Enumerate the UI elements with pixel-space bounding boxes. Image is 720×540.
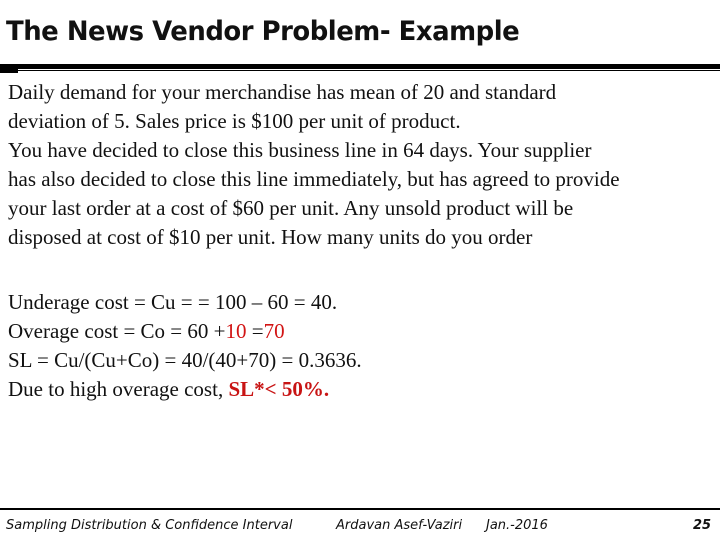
- title-divider-thin: [0, 70, 720, 71]
- title-divider: [0, 64, 720, 69]
- overage-prefix: Overage cost = Co = 60 +: [8, 319, 226, 343]
- conclusion-emphasis: SL*< 50%.: [228, 377, 330, 401]
- title-divider-tick: [0, 69, 18, 73]
- page-number: 25: [693, 518, 712, 533]
- conclusion-line: [8, 375, 714, 404]
- problem-line: Daily demand for your merchandise has mean of 20 and standard: [8, 80, 557, 104]
- footer-divider: [0, 508, 720, 510]
- underage-cost-line: Underage cost = Cu = = 100 – 60 = 40.: [8, 290, 338, 314]
- problem-line: disposed at cost of $10 per unit. How many units do you order: [8, 225, 533, 249]
- overage-disposal-value: 10: [225, 319, 247, 343]
- footer-course: Sampling Distribution & Confidence Interval: [6, 518, 293, 533]
- conclusion-prefix: Due to high overage cost,: [8, 377, 229, 401]
- problem-line: deviation of 5. Sales price is $100 per unit of product.: [8, 109, 461, 133]
- slide-title: The News Vendor Problem- Example: [6, 16, 520, 47]
- problem-line: You have decided to close this business line in 64 days. Your supplier: [8, 138, 592, 162]
- problem-statement: [8, 78, 714, 252]
- footer-author: Ardavan Asef-Vaziri: [336, 518, 463, 533]
- problem-line: your last order at a cost of $60 per unit. Any unsold product will be: [8, 196, 574, 220]
- overage-total-value: 70: [263, 319, 285, 343]
- solution-block: [8, 288, 714, 404]
- footer-date: Jan.-2016: [486, 518, 548, 533]
- overage-cost-line: [8, 317, 714, 346]
- problem-line: has also decided to close this line immediately, but has agreed to provide: [8, 167, 620, 191]
- overage-equals: =: [246, 319, 264, 343]
- service-level-line: SL = Cu/(Cu+Co) = 40/(40+70) = 0.3636.: [8, 348, 362, 372]
